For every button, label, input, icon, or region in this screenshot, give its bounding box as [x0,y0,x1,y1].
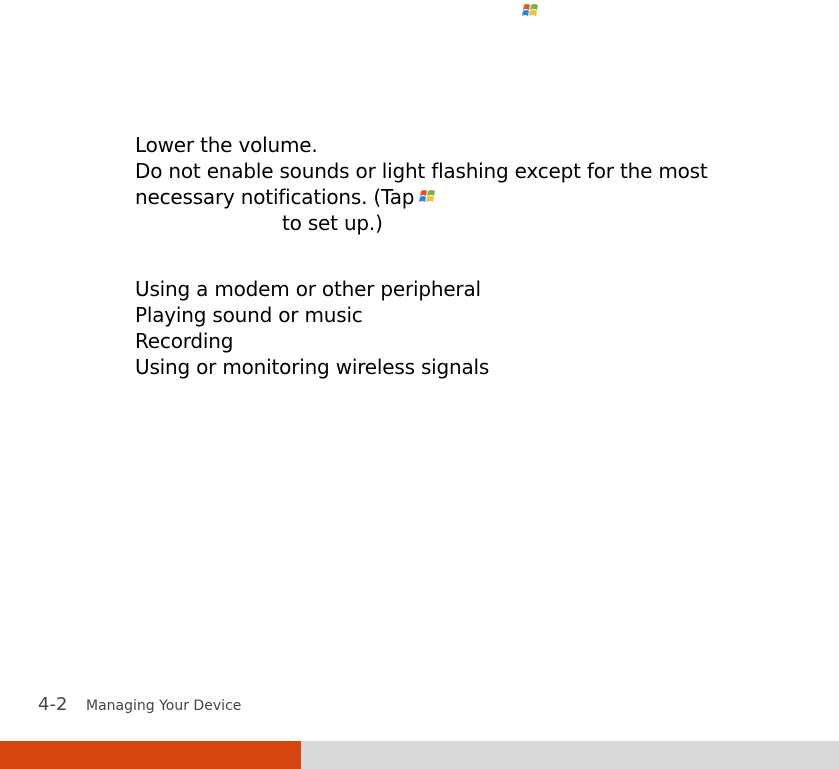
windows-start-icon [521,1,541,21]
section-title: Managing Your Device [86,698,242,714]
footer-accent-bar [0,741,301,769]
tip-setup: to set up.) [282,211,383,235]
tip-notifications-text: necessary notifications. (Tap [135,185,415,209]
activity-item: Playing sound or music [135,303,363,327]
activity-item: Using a modem or other peripheral [135,277,481,301]
tip-notifications: Do not enable sounds or light flashing except for the most [135,159,708,183]
footer-gray-bar [301,741,839,769]
activity-item: Recording [135,329,234,353]
windows-start-icon [418,187,438,207]
page-number: 4-2 [38,694,68,715]
activity-item: Using or monitoring wireless signals [135,355,490,379]
tip-notifications-cont [135,184,438,210]
tip-lower-volume: Lower the volume. [135,133,318,157]
